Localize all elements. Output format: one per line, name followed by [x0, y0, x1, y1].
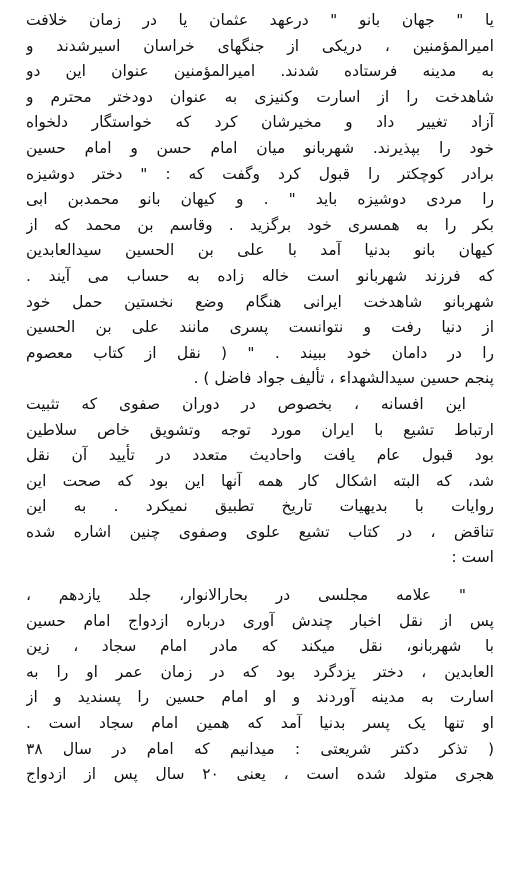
paragraph-2 — [26, 392, 494, 571]
text-line: به مدینه فرستاده شدند. امیرالمؤمنین عنوان این دو — [26, 62, 494, 81]
text-line: برادر کوچکتر را قبول کرد وگفت که : " دختر دوشیزه — [26, 164, 494, 183]
text-line: پنجم حسین سیدالشهداء ، تألیف جواد فاضل ) . — [193, 369, 494, 388]
text-line: العابدین ، دختر یزدگرد بود که در زمان عمر او را به — [26, 662, 494, 681]
text-line: را در دامان خود ببیند . " ( نقل از کتاب معصوم — [26, 343, 494, 362]
text-line: پس از نقل اخبار چندش آوری درباره ازدواج امام حسین — [26, 611, 494, 630]
text-line: این افسانه ، بخصوص در دوران صفوی که تثبیت — [26, 394, 466, 413]
text-line: یا " جهان بانو " درعهد عثمان یا در زمان خلافت — [26, 11, 494, 29]
text-line: او تنها یک پسر بدنیا آمد که همین امام سجاد است . — [26, 714, 494, 733]
text-line: اسارت به مدینه آوردند و او امام حسین را پسندید و از — [26, 688, 494, 707]
paragraph-gap — [26, 571, 494, 583]
text-line: آزاد تغییر داد و مخیرشان کرد که خواستگار دلخواه — [26, 113, 494, 132]
text-line: که فرزند شهربانو است خاله زاده به حساب می آیند . — [26, 266, 494, 285]
text-line: تناقض ، در کتاب تشیع علوی وصفوی چنین اشاره شده — [26, 522, 494, 541]
text-line: امیرالمؤمنین ، دریکی از جنگهای خراسان اسیرشدند و — [26, 36, 494, 55]
text-line: با شهربانو، نقل میکند که مادر امام سجاد ، زین — [26, 637, 494, 656]
text-line: ( تذکر دکتر شریعتی : میدانیم که امام در سال ۳۸ — [26, 739, 494, 758]
text-line: خود را بپذیرند. شهربانو میان امام حسن و امام حسین — [26, 138, 494, 157]
text-line: شد، که البته اشکال کار همه آنها این بود که صحت این — [26, 471, 494, 490]
text-line: روایات با بدیهیات تاریخ تطبیق نمیکرد . به این — [26, 497, 494, 516]
text-line: را مردی دوشیزه باید " . و کیهان بانو محمدبن ابی — [26, 190, 494, 209]
text-line: بود قبول عام یافت واحادیث متعدد در تأیید آن نقل — [26, 446, 494, 465]
text-line: است : — [451, 548, 494, 567]
text-line: ارتباط تشیع با ایران مورد توجه وتشویق خاص سلاطین — [26, 420, 494, 439]
paragraph-3 — [26, 583, 494, 788]
paragraph-1 — [26, 8, 494, 392]
text-line: هجری متولد شده است ، یعنی ۲۰ سال پس از ازدواج — [26, 765, 494, 784]
text-line: از دنیا رفت و نتوانست پسری مانند علی بن الحسین — [26, 318, 494, 337]
text-line: شهربانو شاهدخت ایرانی هنگام وضع نخستین حمل خود — [26, 292, 494, 311]
text-line: بکر را به همسری خود برگزید . وقاسم بن محمد که از — [26, 215, 494, 234]
text-line: " علامه مجلسی در بحارالانوار، جلد یازدهم ، — [26, 586, 466, 605]
text-line: شاهدخت را از اسارت وکنیزی به عنوان دودختر محترم و — [26, 87, 494, 106]
text-line: کیهان بانو بدنیا آمد با علی بن الحسین سیدالعابدین — [26, 241, 494, 260]
